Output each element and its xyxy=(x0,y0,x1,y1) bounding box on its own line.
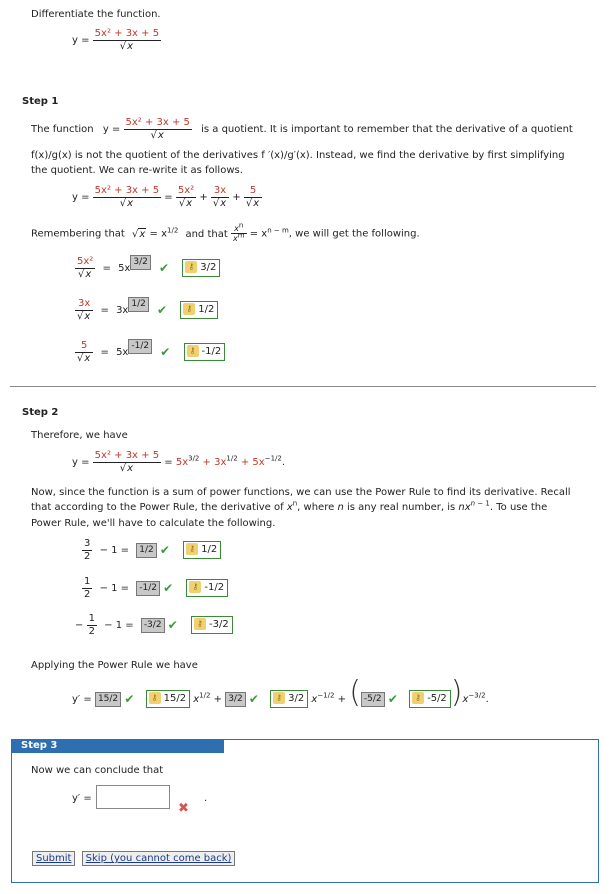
submit-button[interactable]: Submit xyxy=(32,851,75,866)
step2-label: Step 2 xyxy=(22,407,59,418)
yprime-label: y′ = xyxy=(72,793,92,804)
apply-text: Applying the Power Rule we have xyxy=(31,660,198,671)
answer-key: ⚷ 3/2 xyxy=(182,259,220,277)
answer-key: ⚷ 3/2 xyxy=(270,690,308,708)
divider xyxy=(10,386,596,387)
check-icon: ✔ xyxy=(167,618,178,632)
power-rule-para1: Now, since the function is a sum of power functions, we can use the Power Rule to find its derivative. Recall xyxy=(31,487,571,498)
answer-key: ⚷ -1/2 xyxy=(184,343,226,361)
answer-key: ⚷ 1/2 xyxy=(183,541,221,559)
answer-key: ⚷ 15/2 xyxy=(146,690,190,708)
remember-line: Remembering that $√x = x^{1/2}$ and that $\frac{x^n}{x^m}$ = $x^{n - m}$, we will get the following. xyxy=(31,221,420,244)
exponent-box: 1/2 xyxy=(128,297,148,312)
answer-key: ⚷ 1/2 xyxy=(180,301,218,319)
skip-button[interactable]: Skip (you cannot come back) xyxy=(82,851,236,866)
derivative-line: y′ = 15/2 ✔ ⚷ 15/2 $x^{1/2} + 3/2$ ✔ ⚷ 3/2 $x^{-1/2}$ + ( -5/2 ✔ ⚷ -5/2 )$x^{-3/2}$. xyxy=(72,675,489,710)
exponent-box: 3/2 xyxy=(130,255,150,270)
answer-key: ⚷ -1/2 xyxy=(186,579,228,597)
conclude-text: Now we can conclude that xyxy=(31,765,164,776)
key-icon: ⚷ xyxy=(185,261,197,273)
problem-function xyxy=(72,28,161,52)
rewrite-row: $\frac{\text{5x²}}{√x}$ = 5x3/2 ✔ ⚷ 3/2 xyxy=(75,256,220,280)
split-equation: y = $\frac{\text{5x² + 3x + 5}}{√x}$ = $\frac{\text{5x²}}{√x}$ + $\frac{3x}{√x}$ + $\frac{5}{√x}$ xyxy=(72,185,262,209)
step1-label: Step 1 xyxy=(22,96,59,107)
y-equals: y = xyxy=(72,35,90,46)
answer-input[interactable] xyxy=(96,785,170,809)
sum-equation: y = $\frac{\text{5x² + 3x + 5}}{√x}$ = $5x^{3/2} + 3x^{1/2} + 5x^{-1/2}$. xyxy=(72,450,286,474)
step3-label: Step 3 xyxy=(11,739,224,753)
exponent-box: -1/2 xyxy=(128,339,152,354)
function-fraction: $\frac{\text{5x² + 3x + 5}}{√x}$ xyxy=(94,28,160,52)
step1-line1: The function y = $\frac{\text{5x² + 3x + 5}}{√x}$ is a quotient. It is important to remember that the derivative of a quotient xyxy=(31,117,573,141)
answer-key: ⚷ -3/2 xyxy=(191,616,233,634)
therefore-text: Therefore, we have xyxy=(31,430,128,441)
calc-row: $\frac{3}{2}$ − 1 = 1/2 ✔ ⚷ 1/2 xyxy=(82,538,221,562)
key-icon: ⚷ xyxy=(273,692,285,704)
rewrite-row: $\frac{5}{√x}$ = 5x-1/2 ✔ ⚷ -1/2 xyxy=(75,340,225,364)
key-icon: ⚷ xyxy=(186,543,198,555)
coef-box: 15/2 xyxy=(95,692,121,707)
result-box: -3/2 xyxy=(141,618,165,633)
calc-row: − $\frac{1}{2}$ − 1 = -3/2 ✔ ⚷ -3/2 xyxy=(75,613,233,637)
problem-prompt: Differentiate the function. xyxy=(31,9,161,20)
check-icon: ✔ xyxy=(163,581,174,595)
key-icon: ⚷ xyxy=(149,692,161,704)
key-icon: ⚷ xyxy=(412,692,424,704)
check-icon: ✔ xyxy=(387,692,398,706)
power-rule-para2: that according to the Power Rule, the derivative of $x^n$, where n is any real number, is $nx^{n - 1}$. To use the xyxy=(31,499,548,513)
check-icon: ✔ xyxy=(124,692,135,706)
numerator: 5x² + 3x + 5 xyxy=(94,28,160,39)
check-icon: ✔ xyxy=(160,345,171,359)
key-icon: ⚷ xyxy=(194,618,206,630)
key-icon: ⚷ xyxy=(189,581,201,593)
action-buttons xyxy=(32,851,235,866)
result-box: 1/2 xyxy=(136,543,156,558)
key-icon: ⚷ xyxy=(187,345,199,357)
step1-line3: the quotient. We can re-write it as follows. xyxy=(31,165,243,176)
check-icon: ✔ xyxy=(159,543,170,557)
check-icon: ✔ xyxy=(159,261,170,275)
key-icon: ⚷ xyxy=(183,303,195,315)
check-icon: ✔ xyxy=(248,692,259,706)
wrong-icon: ✖ xyxy=(178,801,189,816)
rewrite-row: $\frac{3x}{√x}$ = 3x1/2 ✔ ⚷ 1/2 xyxy=(75,298,218,322)
calc-row: $\frac{1}{2}$ − 1 = -1/2 ✔ ⚷ -1/2 xyxy=(82,576,228,600)
period: . xyxy=(204,793,208,804)
coef-box: 3/2 xyxy=(225,692,245,707)
coef-box: -5/2 xyxy=(361,692,385,707)
check-icon: ✔ xyxy=(157,303,168,317)
result-box: -1/2 xyxy=(136,581,160,596)
power-rule-para3: Power Rule, we'll have to calculate the following. xyxy=(31,518,276,529)
step1-line2: f(x)/g(x) is not the quotient of the derivatives f ′(x)/g′(x). Instead, we find the derivative by first simplifying xyxy=(31,150,565,161)
answer-key: ⚷ -5/2 xyxy=(409,690,451,708)
